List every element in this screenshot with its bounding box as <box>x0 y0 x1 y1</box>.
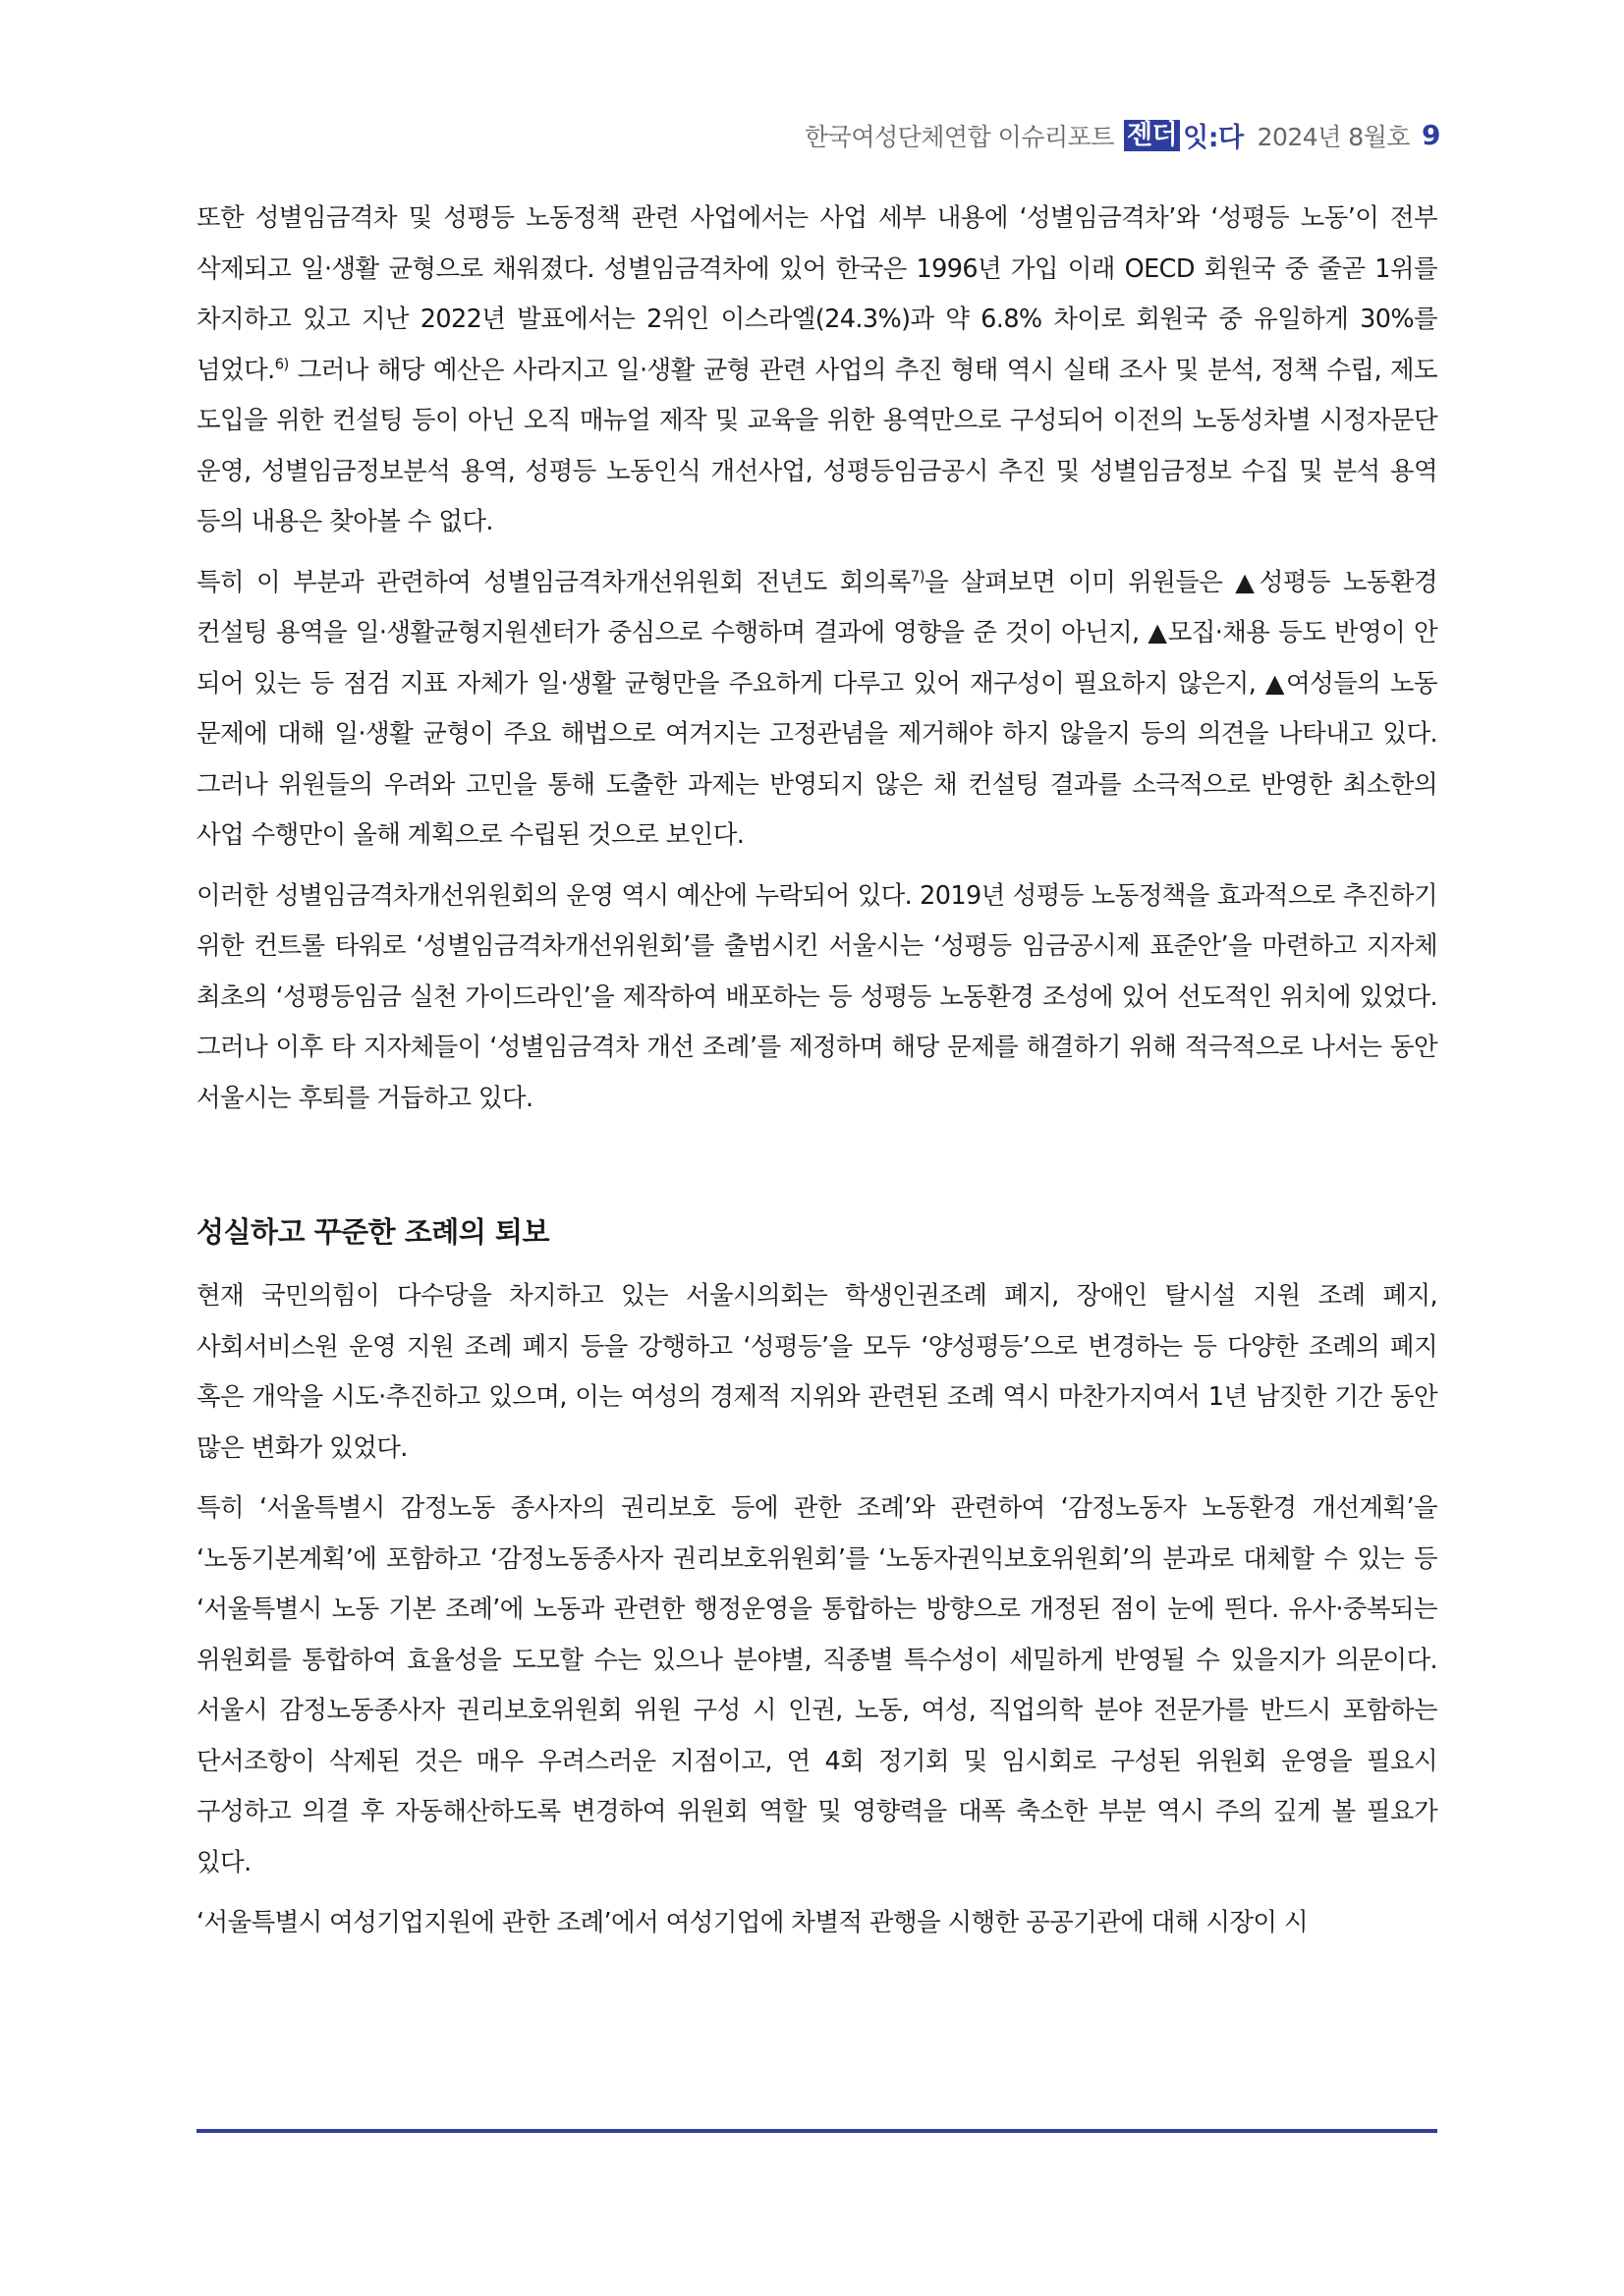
footnote-ref-6: 6) <box>274 355 289 372</box>
paragraph-2 <box>196 558 1437 862</box>
paragraph-6: ‘서울특별시 여성기업지원에 관한 조례’에서 여성기업에 차별적 관행을 시행한 공공기관에 대해 시장이 시 <box>196 1908 1308 1937</box>
header-issue: 2024년 8월호 <box>1257 122 1411 151</box>
header-org: 한국여성단체연합 이슈리포트 <box>805 122 1114 151</box>
paragraph-2-text: 특히 이 부분과 관련하여 성별임금격차개선위원회 전년도 회의록 <box>196 567 911 597</box>
brand-logo-box: 젠더 <box>1124 120 1180 151</box>
paragraph-2-text-rest: 을 살펴보면 이미 위원들은 ▲성평등 노동환경 컨설팅 용역을 일·생활균형지원센터가 중심으로 수행하며 결과에 영향을 준 것이 아닌지, ▲모집·채용 등도 반영이 안 되어 있는 등 점검 지표 자체가 일·생활 균형만을 주요하게 다루고 있어 재구성이 필요하지 않은지, ▲여성들의 노동 문제에 대해 일·생활 균형이 주요 해법으로 여겨지는 고정관념을 제거해야 하지 않을지 등의 의견을 나타내고 있다. 그러나 위원들의 우려와 고민을 통해 도출한 과제는 반영되지 않은 채 컨설팅 결과를 소극적으로 반영한 최소한의 사업 수행만이 올해 계획으로 수립된 것으로 보인다. <box>196 567 1437 850</box>
running-header <box>805 116 1440 154</box>
paragraph-1-text: 또한 성별임금격차 및 성평등 노동정책 관련 사업에서는 사업 세부 내용에 ‘성별임금격차’와 ‘성평등 노동’이 전부 삭제되고 일·생활 균형으로 채워졌다. 성별임금격차에 있어 한국은 1996년 가입 이래 OECD 회원국 중 줄곧 1위를 차지하고 있고 지난 2022년 발표에서는 2위인 이스라엘(24.3%)과 약 6.8% 차이로 회원국 중 유일하게 30%를 넘었다. <box>196 203 1437 385</box>
paragraph-1-text-rest: 그러나 해당 예산은 사라지고 일·생활 균형 관련 사업의 추진 형태 역시 실태 조사 및 분석, 정책 수립, 제도 도입을 위한 컨설팅 등이 아닌 오직 매뉴얼 제작 및 교육을 위한 용역만으로 구성되어 이전의 노동성차별 시정자문단 운영, 성별임금정보분석 용역, 성평등 노동인식 개선사업, 성평등임금공시 추진 및 성별임금정보 수집 및 분석 용역 등의 내용은 찾아볼 수 없다. <box>196 355 1437 536</box>
footnote-ref-7: 7) <box>910 567 924 585</box>
section-heading: 성실하고 꾸준한 조례의 퇴보 <box>196 1215 549 1249</box>
footer-divider <box>196 2129 1437 2133</box>
paragraph-4: 현재 국민의힘이 다수당을 차지하고 있는 서울시의회는 학생인권조례 폐지, 장애인 탈시설 지원 조례 폐지, 사회서비스원 운영 지원 조례 폐지 등을 강행하고 ‘성평등’을 모두 ‘양성평등’으로 변경하는 등 다양한 조례의 폐지 혹은 개악을 시도·추진하고 있으며, 이는 여성의 경제적 지위와 관련된 조례 역시 마찬가지여서 1년 남짓한 기간 동안 많은 변화가 있었다. <box>196 1281 1437 1463</box>
paragraph-5: 특히 ‘서울특별시 감정노동 종사자의 권리보호 등에 관한 조례’와 관련하여 ‘감정노동자 노동환경 개선계획’을 ‘노동기본계획’에 포함하고 ‘감정노동종사자 권리보호위원회’를 ‘노동자권익보호위원회’의 분과로 대체할 수 있는 등 ‘서울특별시 노동 기본 조례’에 노동과 관련한 행정운영을 통합하는 방향으로 개정된 점이 눈에 띈다. 유사·중복되는 위원회를 통합하여 효율성을 도모할 수는 있으나 분야별, 직종별 특수성이 세밀하게 반영될 수 있을지가 의문이다. 서울시 감정노동종사자 권리보호위원회 위원 구성 시 인권, 노동, 여성, 직업의학 분야 전문가를 반드시 포함하는 단서조항이 삭제된 것은 매우 우려스러운 지점이고, 연 4회 정기회 및 임시회로 구성된 위원회 운영을 필요시 구성하고 의결 후 자동해산하도록 변경하여 위원회 역할 및 영향력을 대폭 축소한 부분 역시 주의 깊게 볼 필요가 있다. <box>196 1493 1437 1877</box>
page-body <box>196 194 1437 1959</box>
brand-logo <box>1124 116 1244 154</box>
paragraph-3: 이러한 성별임금격차개선위원회의 운영 역시 예산에 누락되어 있다. 2019년 성평등 노동정책을 효과적으로 추진하기 위한 컨트롤 타워로 ‘성별임금격차개선위원회’를 출범시킨 서울시는 ‘성평등 임금공시제 표준안’을 마련하고 지자체 최초의 ‘성평등임금 실천 가이드라인’을 제작하여 배포하는 등 성평등 노동환경 조성에 있어 선도적인 위치에 있었다. 그러나 이후 타 지자체들이 ‘성별임금격차 개선 조례’를 제정하며 해당 문제를 해결하기 위해 적극적으로 나서는 동안 서울시는 후퇴를 거듭하고 있다. <box>196 880 1437 1113</box>
brand-logo-rest: 잇:다 <box>1183 123 1244 153</box>
paragraph-1 <box>196 194 1437 548</box>
page-number: 9 <box>1422 119 1440 151</box>
